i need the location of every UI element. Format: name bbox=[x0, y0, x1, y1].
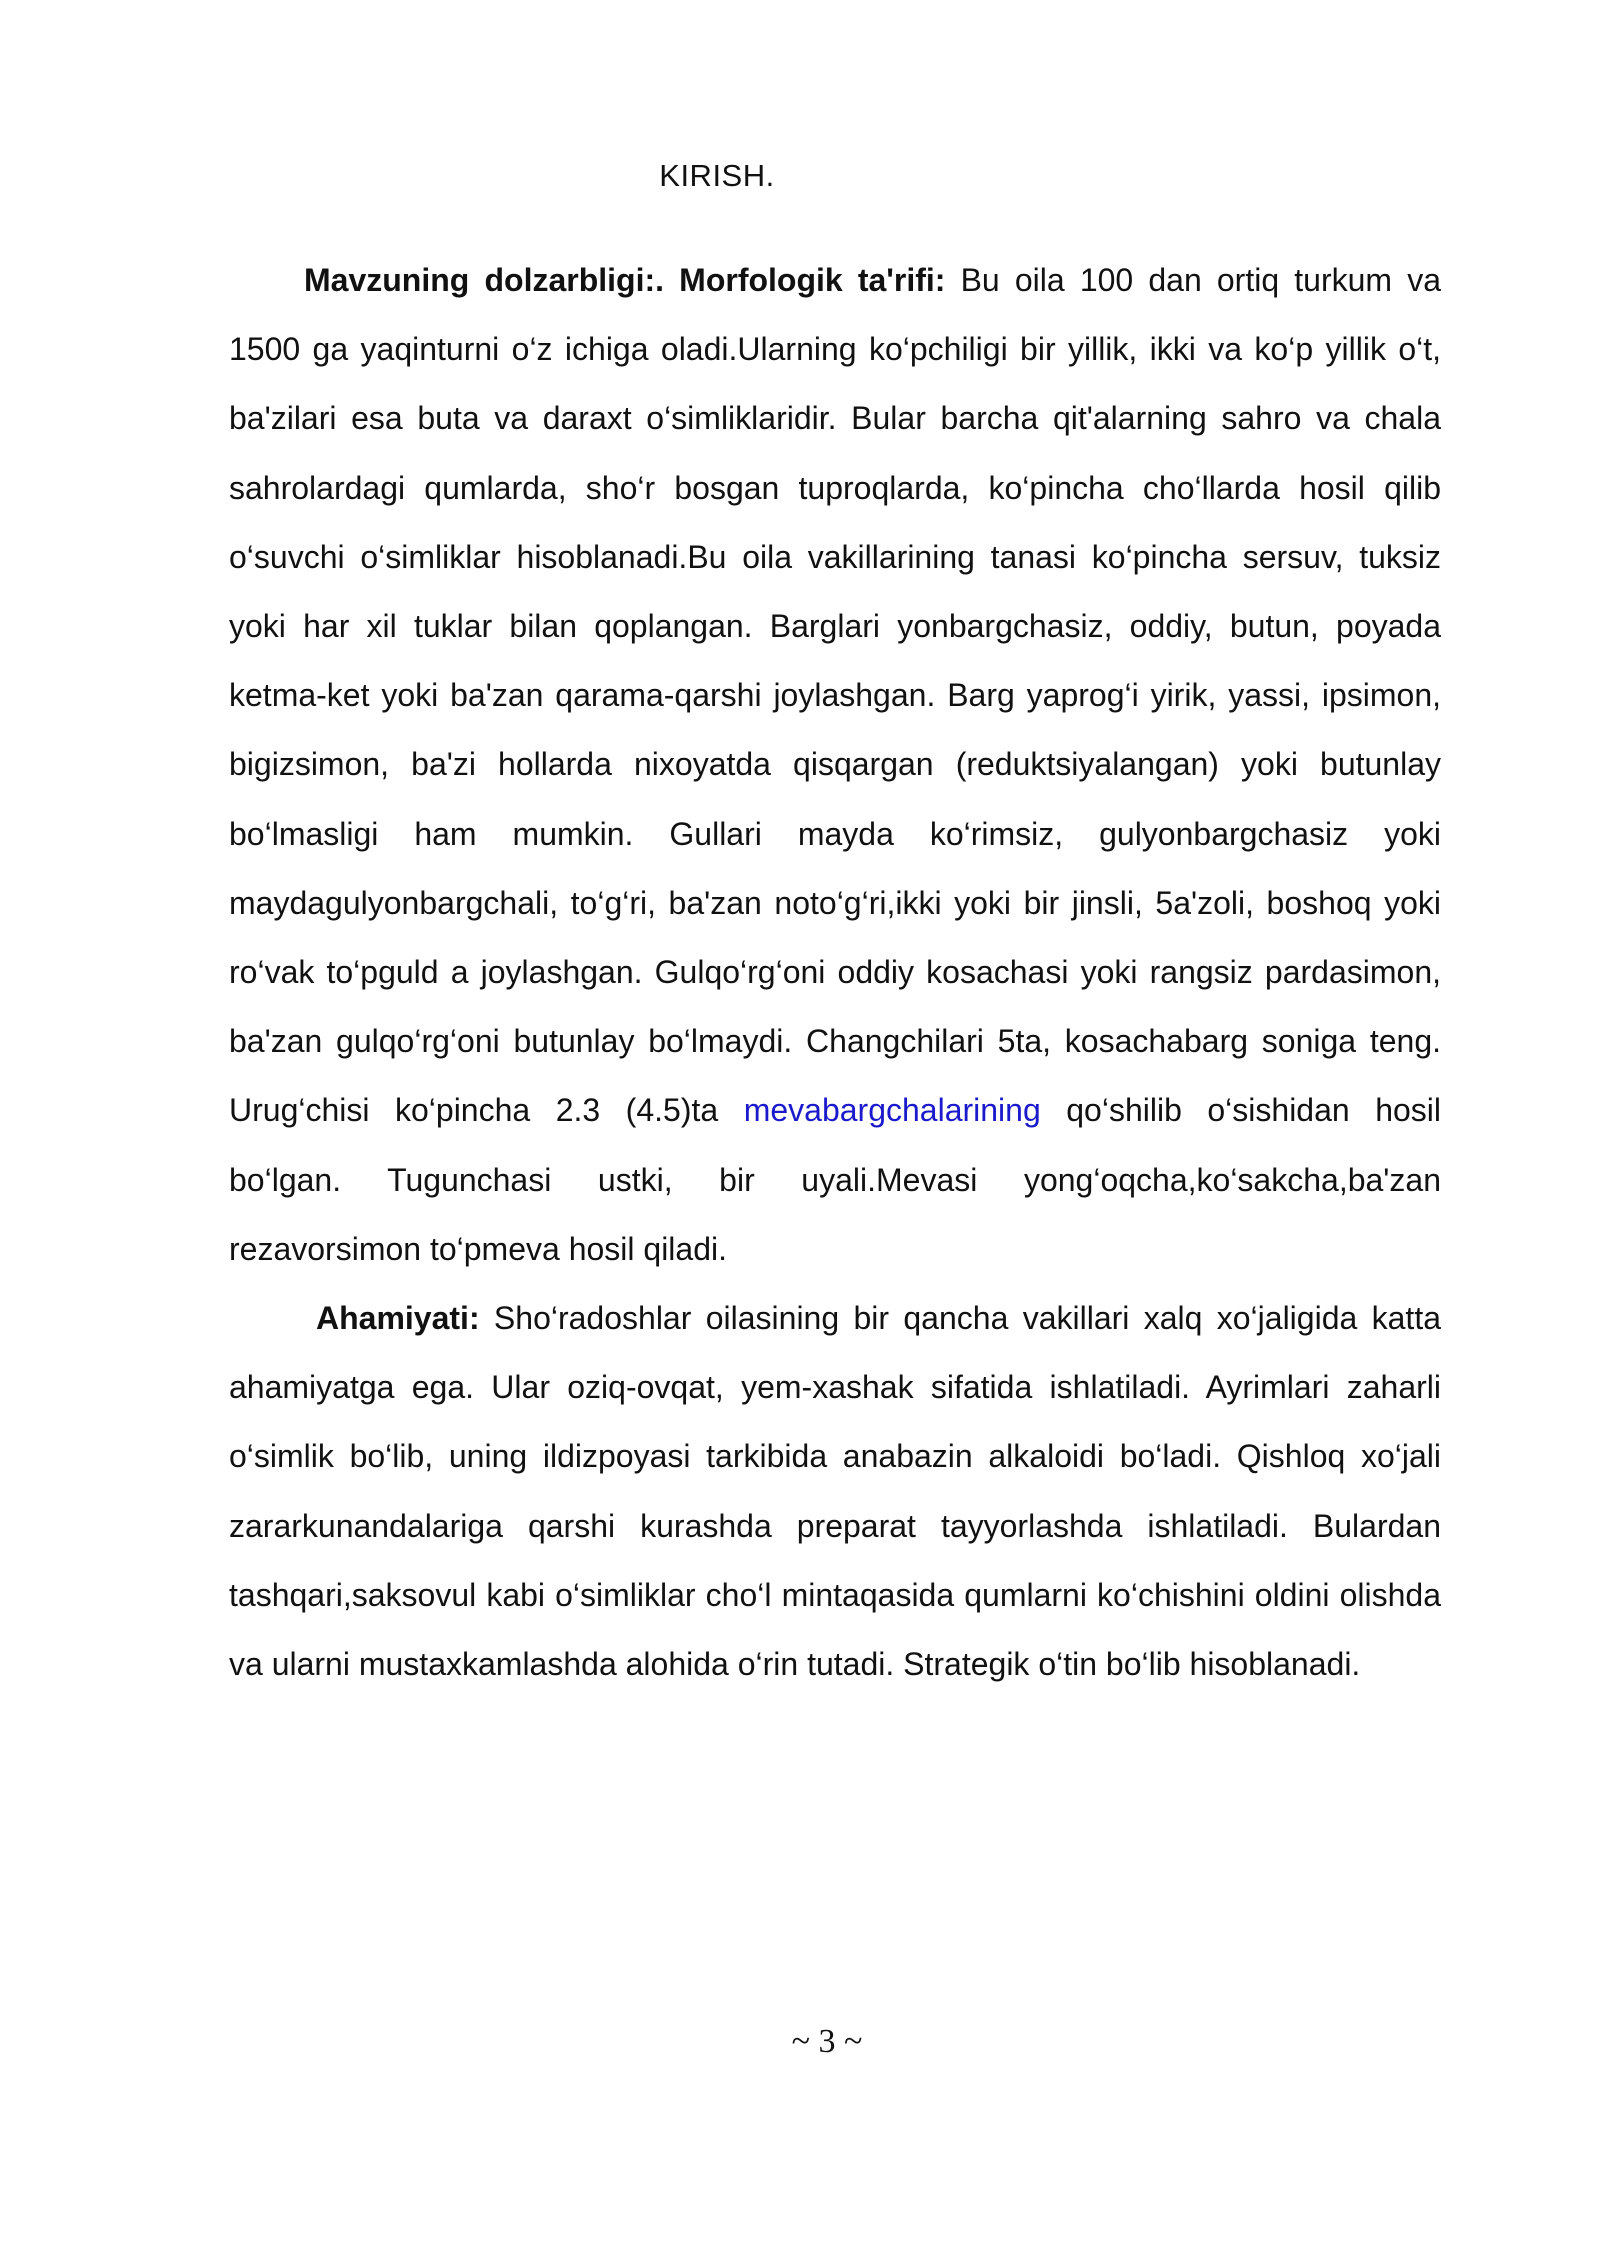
importance-text: Sho‘radoshlar oilasining bir qancha vakillari xalq xo‘jaligida katta ahamiyatga ega. Ular oziq-ovqat, yem-xashak sifatida ishlatiladi. Ayrimlari zaharli o‘simlik bo‘lib, uning ildizpoyasi tarkibida anabazin alkaloidi bo‘ladi. Qishloq xo‘jali zararkunandalariga qarshi kurashda preparat tayyorlashda ishlatiladi. Bulardan tashqari,saksovul kabi o‘simliklar cho‘l mintaqasida qumlarni ko‘chishini oldini olishda va ularni mustaxkamlashda alohida o‘rin tutadi. Strategik o‘tin bo‘lib hisoblanadi. bbox=[229, 1300, 1441, 1683]
page-heading: KIRISH. bbox=[659, 158, 775, 193]
paragraph-importance bbox=[229, 1284, 1441, 1699]
importance-label: Ahamiyati: bbox=[316, 1300, 480, 1337]
paragraph-morphology bbox=[229, 246, 1441, 1284]
topic-relevance-label: Mavzuning dolzarbligi:. bbox=[304, 262, 665, 298]
morphology-label: Morfologik ta'rifi: bbox=[679, 262, 946, 298]
morphology-text-end: qo‘shilib o‘sishidan hosil bo‘lgan. Tugunchasi ustki, bir uyali.Mevasi yong‘oqcha,ko‘sakcha,ba'zan rezavorsimon to‘pmeva hosil qiladi. bbox=[229, 1092, 1442, 1267]
morphology-text: Bu oila 100 dan ortiq turkum va 1500 ga yaqinturni o‘z ichiga oladi.Ularning ko‘pchiligi bir yillik, ikki va ko‘p yillik o‘t, ba'zilari esa buta va daraxt o‘simliklaridir. Bular barcha qit'alarning sahro va chala sahrolardagi qumlarda, sho‘r bosgan tuproqlarda, ko‘pincha cho‘llarda hosil qilib o‘suvchi o‘simliklar hisoblanadi.Bu oila vakillarining tanasi ko‘pincha sersuv, tuksiz yoki har xil tuklar bilan qoplangan. Barglari yonbargchasiz, oddiy, butun, poyada ketma-ket yoki ba'zan qarama-qarshi joylashgan. Barg yaprog‘i yirik, yassi, ipsimon, bigizsimon, ba'zi hollarda nixoyatda qisqargan (reduktsiyalangan) yoki butunlay bo‘lmasligi ham mumkin. Gullari mayda ko‘rimsiz, gulyonbargchasiz yoki maydagulyonbargchali, to‘g‘ri, ba'zan noto‘g‘ri,ikki yoki bir jinsli, 5a'zoli, boshoq yoki ro‘vak to‘pguld a joylashgan. Gulqo‘rg‘oni oddiy kosachasi yoki rangsiz pardasimon, ba'zan gulqo‘rg‘oni butunlay bo‘lmaydi. Changchilari 5ta, kosachabarg soniga teng. Urug‘chisi ko‘pincha 2.3 (4.5)ta bbox=[229, 262, 1441, 1129]
term-link[interactable]: mevabargchalarining bbox=[743, 1092, 1041, 1129]
page-number: ~ 3 ~ bbox=[791, 2023, 863, 2060]
body-text bbox=[229, 246, 1441, 1699]
